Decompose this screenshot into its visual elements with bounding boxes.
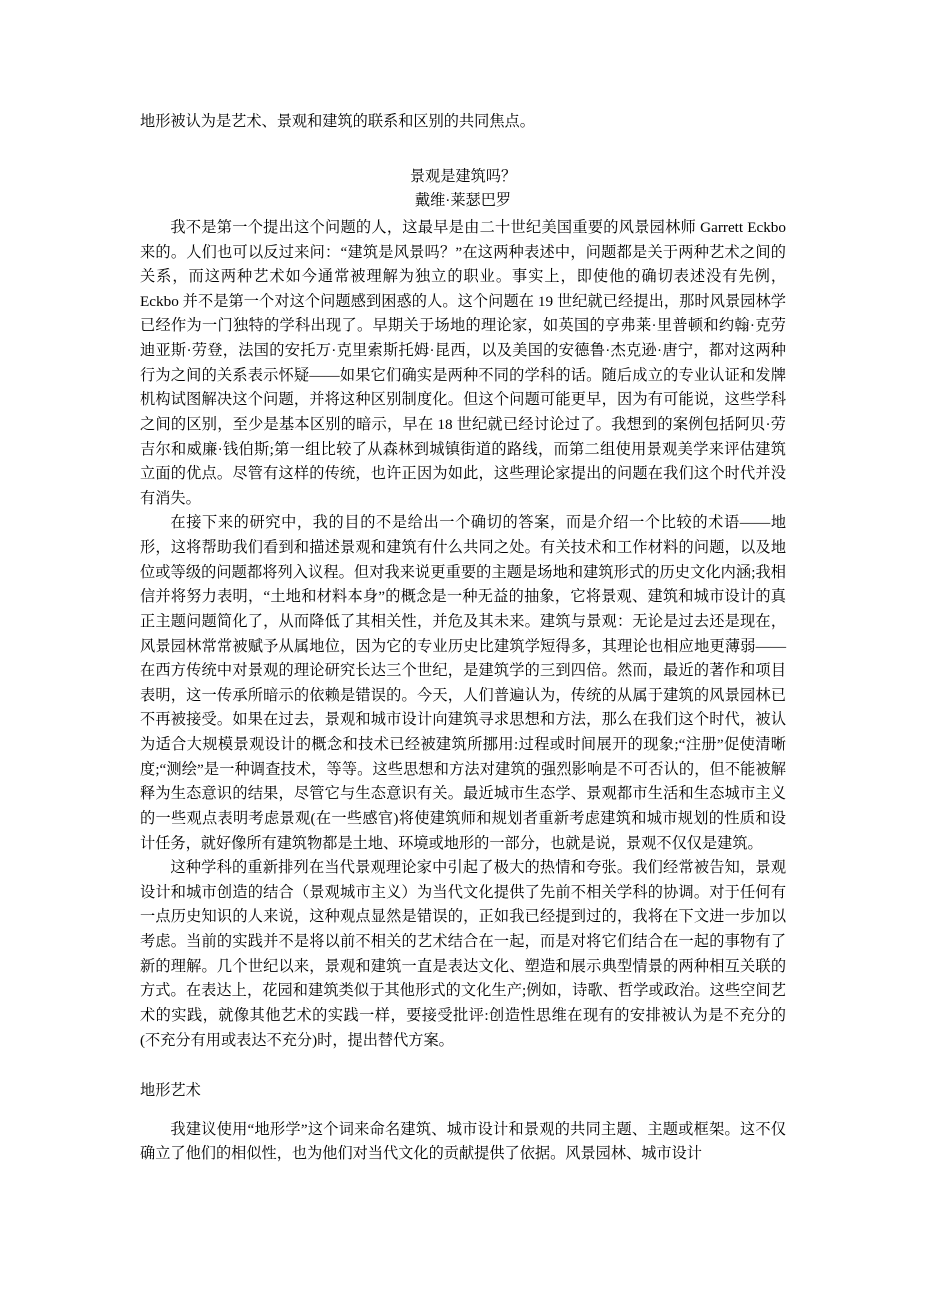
section-paragraph-1: 我建议使用“地形学”这个词来命名建筑、城市设计和景观的共同主题、主题或框架。这不仅确立了他们的相似性，也为他们对当代文化的贡献提供了依据。风景园林、城市设计 <box>140 1120 786 1163</box>
title-block <box>140 165 786 214</box>
author-name: 戴维·莱瑟巴罗 <box>414 192 512 210</box>
paragraph-1: 我不是第一个提出这个问题的人，这最早是由二十世纪美国重要的风景园林师 Garrett Eckbo 来的。人们也可以反过来问：“建筑是风景吗？”在这两种表述中，问题都是关于两种艺术之间的关系，而这两种艺术如今通常被理解为独立的职业。事实上，即使他的确切表述没有先例，Eckbo 并不是第一个对这个问题感到困惑的人。这个问题在 19 世纪就已经提出，那时风景园林学已经作为一门独特的学科出现了。早期关于场地的理论家，如英国的亨弗莱·里普顿和约翰·克劳迪亚斯·劳登，法国的安托万·克里索斯托姆·昆西，以及美国的安德鲁·杰克逊·唐宁，都对这两种行为之间的关系表示怀疑——如果它们确实是两种不同的学科的话。随后成立的专业认证和发牌机构试图解决这个问题，并将这种区别制度化。但这个问题可能更早，因为有可能说，这些学科之间的区别，至少是基本区别的暗示，早在 18 世纪就已经讨论过了。我想到的案例包括阿贝·劳吉尔和威廉·钱伯斯;第一组比较了从森林到城镇街道的路线，而第二组使用景观美学来评估建筑立面的优点。尽管有这样的传统，也许正因为如此，这些理论家提出的问题在我们这个时代并没有消失。 <box>140 218 786 507</box>
section-heading: 地形艺术 <box>140 1082 201 1100</box>
paragraph-2: 在接下来的研究中，我的目的不是给出一个确切的答案，而是介绍一个比较的术语——地形，这将帮助我们看到和描述景观和建筑有什么共同之处。有关技术和工作材料的问题，以及地位或等级的问题都将列入议程。但对我来说更重要的主题是场地和建筑形式的历史文化内涵;我相信并将努力表明，“土地和材料本身”的概念是一种无益的抽象，它将景观、建筑和城市设计的真正主题问题简化了，从而降低了其相关性，并危及其未来。建筑与景观：无论是过去还是现在，风景园林常常被赋予从属地位，因为它的专业历史比建筑学短得多，其理论也相应地更薄弱——在西方传统中对景观的理论研究长达三个世纪，是建筑学的三到四倍。然而，最近的著作和项目表明，这一传承所暗示的依赖是错误的。今天，人们普遍认为，传统的从属于建筑的风景园林已不再被接受。如果在过去，景观和城市设计向建筑寻求思想和方法，那么在我们这个时代，被认为适合大规模景观设计的概念和技术已经被建筑所挪用:过程或时间展开的现象;“注册”促使清晰度;“测绘”是一种调查技术，等等。这些思想和方法对建筑的强烈影响是不可否认的，但不能被解释为生态意识的结果，尽管它与生态意识有关。最近城市生态学、景观都市生活和生态城市主义的一些观点表明考虑景观(在一些感官)将使建筑师和规划者重新考虑建筑和城市规划的性质和设计任务，就好像所有建筑物都是土地、环境或地形的一部分，也就是说，景观不仅仅是建筑。 <box>140 514 786 852</box>
paragraph-3: 这种学科的重新排列在当代景观理论家中引起了极大的热情和夸张。我们经常被告知，景观设计和城市创造的结合（景观城市主义）为当代文化提供了先前不相关学科的协调。对于任何有一点历史知识的人来说，这种观点显然是错误的，正如我已经提到过的，我将在下文进一步加以考虑。当前的实践并不是将以前不相关的艺术结合在一起，而是对将它们结合在一起的事物有了新的理解。几个世纪以来，景观和建筑一直是表达文化、塑造和展示典型情景的两种相互关联的方式。在表达上，花园和建筑类似于其他形式的文化生产;例如，诗歌、哲学或政治。这些空间艺术的实践，就像其他艺术的实践一样，要接受批评:创造性思维在现有的安排被认为是不充分的(不充分有用或表达不充分)时，提出替代方案。 <box>140 859 786 1049</box>
document-body <box>140 110 786 1167</box>
page-title: 景观是建筑吗？ <box>409 167 517 185</box>
lead-line: 地形被认为是艺术、景观和建筑的联系和区别的共同焦点。 <box>140 113 535 130</box>
section-spacer <box>140 1104 786 1118</box>
